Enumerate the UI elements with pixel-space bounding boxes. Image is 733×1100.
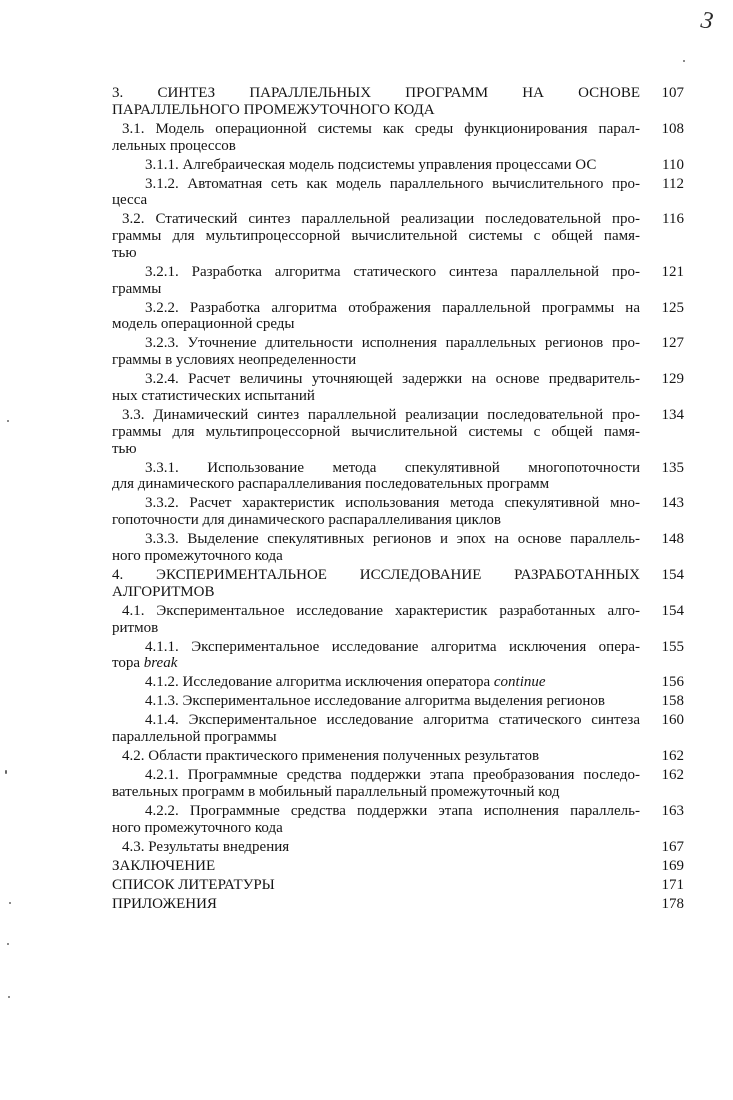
toc-entry-4-2-1[interactable] xyxy=(112,767,684,801)
toc-page-number: 162 xyxy=(661,767,684,784)
toc-page-number: 155 xyxy=(661,638,684,655)
toc-page-number: 110 xyxy=(662,156,684,173)
toc-page-number: 171 xyxy=(661,876,684,893)
scan-speck xyxy=(5,770,7,774)
toc-page-number: 116 xyxy=(662,211,684,228)
toc-entry-title: 3.3.1. Использование метода спекулятивной многопоточности для динамического распараллеливания последовательных программ xyxy=(112,459,640,493)
toc-page-number: 154 xyxy=(661,566,684,583)
scan-speck xyxy=(7,420,9,422)
toc-entry-3-2-2[interactable] xyxy=(112,300,684,334)
toc-entry-title: 3.2.2. Разработка алгоритма отображения параллельной программы на модель операционной среды xyxy=(112,299,640,333)
toc-page-number: 121 xyxy=(661,263,684,280)
toc-entry-references[interactable] xyxy=(112,877,684,894)
toc-entry-title: ПРИЛОЖЕНИЯ xyxy=(112,895,217,912)
toc-page-number: 169 xyxy=(661,857,684,874)
scan-speck xyxy=(7,943,9,945)
toc-entry-4-1-1[interactable] xyxy=(112,639,684,673)
toc-entry-title: 4.2. Области практического применения полученных результатов xyxy=(122,748,540,765)
toc-entry-4-1[interactable] xyxy=(112,603,684,637)
toc-page-number: 167 xyxy=(661,838,684,855)
toc-entry-title: 4.3. Результаты внедрения xyxy=(122,838,290,855)
toc-page-number: 154 xyxy=(661,602,684,619)
toc-entry-title: 3. СИНТЕЗ ПАРАЛЛЕЛЬНЫХ ПРОГРАММ НА ОСНОВЕ ПАРАЛЛЕЛЬНОГО ПРОМЕЖУТОЧНОГО КОДА xyxy=(112,85,640,118)
toc-entry-3-2-4[interactable] xyxy=(112,371,684,405)
toc-entry-title: 4.1.1. Экспериментальное исследование алгоритма исключения опера- тора break xyxy=(112,638,640,672)
toc-entry-3-1[interactable] xyxy=(112,121,684,155)
toc-entry-title: 4.1.2. Исследование алгоритма исключения оператора continue xyxy=(145,674,546,691)
toc-entry-3-1-1[interactable] xyxy=(112,157,684,174)
toc-page-number: 107 xyxy=(661,85,684,101)
toc-entry-title: СПИСОК ЛИТЕРАТУРЫ xyxy=(112,876,275,893)
toc-entry-3-1-2[interactable] xyxy=(112,176,684,210)
toc-entry-chapter-3[interactable] xyxy=(112,85,684,119)
toc-page-number: 158 xyxy=(661,693,684,710)
toc-entry-title: 3.1.1. Алгебраическая модель подсистемы управления процессами ОС xyxy=(145,156,597,173)
toc-entry-title: 4.1.3. Экспериментальное исследование алгоритма выделения регионов xyxy=(145,693,605,710)
toc-entry-4-2[interactable] xyxy=(112,748,684,765)
toc-page-number: 160 xyxy=(661,712,684,729)
toc-entry-title: 4.1.4. Экспериментальное исследование алгоритма статического синтеза параллельной программы xyxy=(112,712,640,746)
toc-entry-3-2-3[interactable] xyxy=(112,335,684,369)
toc-entry-title: 4. ЭКСПЕРИМЕНТАЛЬНОЕ ИССЛЕДОВАНИЕ РАЗРАБОТАННЫХ АЛГОРИТМОВ xyxy=(112,566,640,600)
toc-page-number: 162 xyxy=(661,748,684,765)
toc-entry-3-3[interactable] xyxy=(112,407,684,457)
toc-entry-title: 4.2.1. Программные средства поддержки этапа преобразования последо- вательных программ в мобильный параллельный промежуточный код xyxy=(112,767,640,800)
toc-page-number: 125 xyxy=(661,299,684,316)
toc-entry-4-1-3[interactable] xyxy=(112,693,684,710)
toc-page-number: 143 xyxy=(661,495,684,512)
table-of-contents xyxy=(112,85,684,915)
toc-entry-title: 3.2.4. Расчет величины уточняющей задержки на основе предваритель- ных статистических испытаний xyxy=(112,371,640,405)
toc-entry-3-3-2[interactable] xyxy=(112,495,684,529)
toc-entry-4-3[interactable] xyxy=(112,839,684,856)
toc-page-number: 156 xyxy=(661,674,684,691)
toc-entry-title: 3.3.2. Расчет характеристик использования метода спекулятивной мно- гопоточности для динамического распараллеливания циклов xyxy=(112,495,640,529)
toc-page-number: 127 xyxy=(661,335,684,352)
toc-entry-title: 3.2.3. Уточнение длительности исполнения параллельных регионов про- граммы в условиях неопределенности xyxy=(112,335,640,369)
toc-page-number: 178 xyxy=(661,895,684,912)
toc-entry-4-1-2[interactable] xyxy=(112,674,684,691)
toc-entry-3-2[interactable] xyxy=(112,211,684,261)
toc-page-number: 135 xyxy=(661,459,684,476)
toc-page-number: 108 xyxy=(661,120,684,137)
toc-entry-title: 3.2.1. Разработка алгоритма статического синтеза параллельной про- граммы xyxy=(112,263,640,297)
handwritten-page-number: 3 xyxy=(699,7,715,35)
toc-entry-title: 4.2.2. Программные средства поддержки этапа исполнения параллель- ного промежуточного кода xyxy=(112,802,640,836)
toc-entry-title: 3.1.2. Автоматная сеть как модель параллельного вычислительного про- цесса xyxy=(112,175,640,209)
toc-entry-title: 4.1. Экспериментальное исследование характеристик разработанных алго- ритмов xyxy=(112,602,640,636)
toc-entry-chapter-4[interactable] xyxy=(112,567,684,601)
toc-page-number: 163 xyxy=(661,802,684,819)
toc-page-number: 134 xyxy=(661,407,684,424)
toc-entry-3-3-3[interactable] xyxy=(112,531,684,565)
toc-page-number: 129 xyxy=(661,371,684,388)
scan-speck xyxy=(9,902,11,904)
toc-entry-title: 3.1. Модель операционной системы как среды функционирования парал- лельных процессов xyxy=(112,120,640,154)
toc-page-number: 112 xyxy=(662,175,684,192)
toc-entry-title: ЗАКЛЮЧЕНИЕ xyxy=(112,857,216,874)
toc-page-number: 148 xyxy=(661,531,684,548)
toc-entry-3-2-1[interactable] xyxy=(112,264,684,298)
scan-speck xyxy=(8,996,10,998)
scan-speck xyxy=(683,60,685,62)
toc-entry-4-1-4[interactable] xyxy=(112,712,684,746)
toc-entry-conclusion[interactable] xyxy=(112,858,684,875)
toc-entry-4-2-2[interactable] xyxy=(112,803,684,837)
toc-entry-appendices[interactable] xyxy=(112,896,684,913)
toc-entry-title: 3.2. Статический синтез параллельной реализации последовательной про- граммы для мультипроцессорной вычислительной системы с общей памя- тью xyxy=(112,211,640,261)
toc-entry-title: 3.3.3. Выделение спекулятивных регионов и эпох на основе параллель- ного промежуточного кода xyxy=(112,531,640,564)
toc-entry-3-3-1[interactable] xyxy=(112,460,684,494)
toc-entry-title: 3.3. Динамический синтез параллельной реализации последовательной про- граммы для мультипроцессорной вычислительной системы с общей памя- тью xyxy=(112,407,640,457)
